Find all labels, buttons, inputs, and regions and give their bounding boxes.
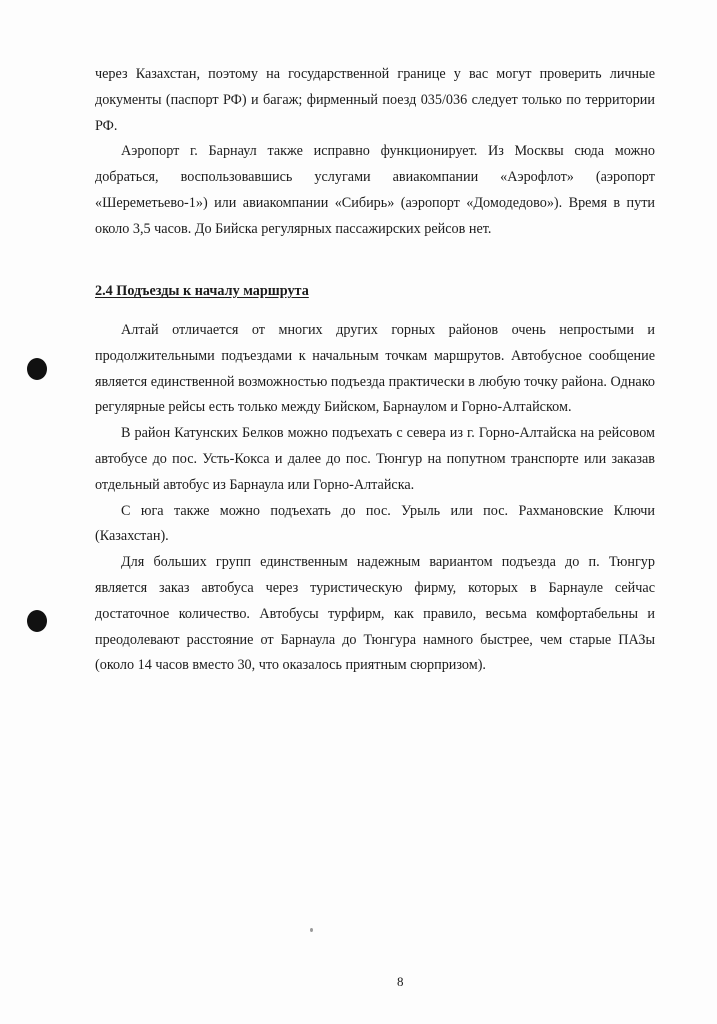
punch-hole [27, 358, 47, 380]
paragraph: Для больших групп единственным надежным вариантом подъезда до п. Тюнгур является заказ автобуса через туристическую фирму, которых в Барнауле сейчас достаточное количество. Автобусы турфирм, как правило, весьма комфортабельны и преодолевают расстояние от Барнаула до Тюнгура намного быстрее, чем старые ПАЗы (около 14 часов вместо 30, что оказалось приятным сюрпризом). [95, 554, 655, 674]
intro-text-block [95, 62, 655, 243]
paragraph: Алтай отличается от многих других горных районов очень непростыми и продолжительными подъездами к начальным точкам маршрутов. Автобусное сообщение является единственной возможностью подъезда практически в любую точку района. Однако регулярные рейсы есть только между Бийском, Барнаулом и Горно-Алтайском. [95, 322, 655, 416]
paragraph: через Казахстан, поэтому на государственной границе у вас могут проверить личные документы (паспорт РФ) и багаж; фирменный поезд 035/036 следует только по территории РФ. [95, 66, 655, 134]
paragraph: Аэропорт г. Барнаул также исправно функционирует. Из Москвы сюда можно добраться, воспользовавшись услугами авиакомпании «Аэрофлот» (аэропорт «Шереметьево-1») или авиакомпании «Сибирь» (аэропорт «Домодедово»). Время в пути около 3,5 часов. До Бийска регулярных пассажирских рейсов нет. [95, 143, 655, 237]
section-text-block [95, 318, 655, 679]
punch-hole [27, 610, 47, 632]
scan-speck [310, 928, 313, 932]
paragraph: С юга также можно подъехать до пос. Урыль или пос. Рахмановские Ключи (Казахстан). [95, 502, 655, 545]
section-heading: 2.4 Подъезды к началу маршрута [95, 283, 309, 299]
page-number: 8 [397, 974, 404, 989]
paragraph: В район Катунских Белков можно подъехать с севера из г. Горно-Алтайска на рейсовом автобусе до пос. Усть-Кокса и далее до пос. Тюнгур на попутном транспорте или заказав отдельный автобус из Барнаула или Горно-Алтайска. [95, 425, 655, 493]
